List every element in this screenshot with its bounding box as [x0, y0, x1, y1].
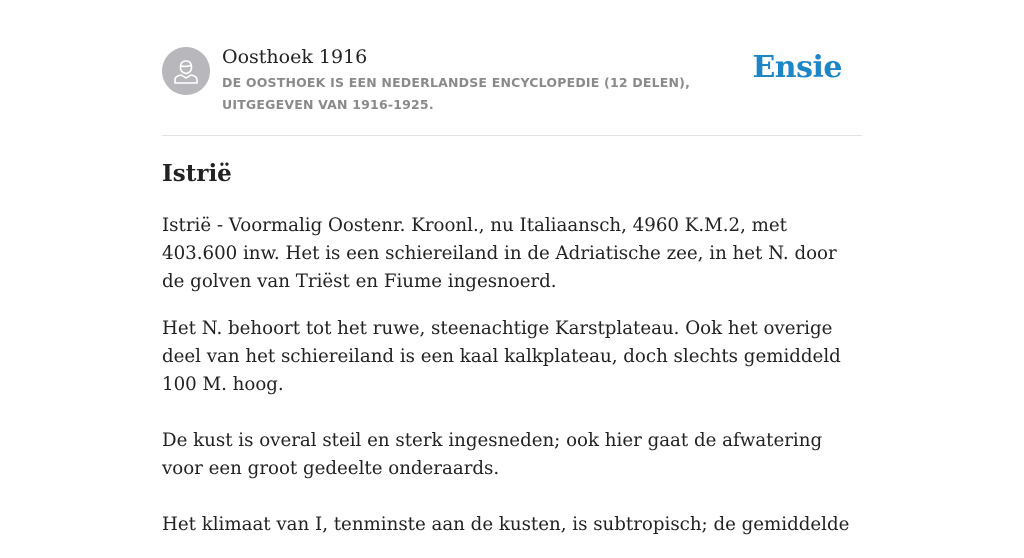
source-description: DE OOSTHOEK IS EEN NEDERLANDSE ENCYCLOPEDIE (12 DELEN), UITGEGEVEN VAN 1916-1925.	[222, 75, 691, 112]
source-title[interactable]: Oosthoek 1916	[222, 46, 368, 68]
article-paragraph: De kust is overal steil en sterk ingesneden; ook hier gaat de afwatering voor een groot gedeelte onderaards.	[162, 430, 823, 479]
source-header	[162, 0, 862, 136]
article-paragraph: Het N. behoort tot het ruwe, steenachtige Karstplateau. Ook het overige deel van het schiereiland is een kaal kalkplateau, doch slechts gemiddeld 100 M. hoog.	[162, 318, 841, 395]
source-avatar[interactable]	[162, 47, 210, 95]
article-title: Istrië	[162, 160, 232, 187]
article-paragraph: Istrië - Voormalig Oostenr. Kroonl., nu Italiaansch, 4960 K.M.2, met 403.600 inw. Het is een schiereiland in de Adriatische zee, in het N. door de golven van Triëst en Fiume ingesnoerd.	[162, 215, 837, 292]
page-container	[162, 0, 862, 535]
article-body	[162, 212, 862, 558]
ensie-logo[interactable]: Ensie	[752, 50, 842, 85]
user-icon	[171, 56, 201, 86]
article-paragraph: Het klimaat van I, tenminste aan de kusten, is subtropisch; de gemiddelde	[162, 514, 850, 535]
